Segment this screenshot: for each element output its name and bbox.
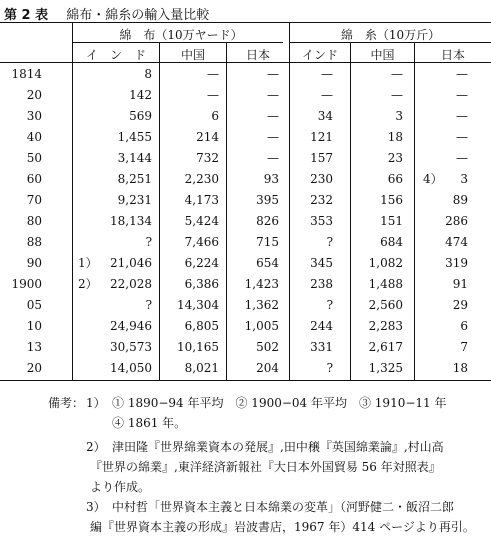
cell-year: 05	[26, 298, 42, 312]
cell-footnote-mark	[78, 358, 100, 378]
cell-footnote-mark	[78, 85, 100, 105]
cell-year: 80	[26, 214, 42, 228]
cell-yarn-china: 2,617	[368, 340, 403, 354]
note-3-line-1: 中村哲「世界資本主義と日本綿業の変革」（河野健二・飯沼二郎	[112, 500, 455, 514]
cell-yarn-india: —	[321, 88, 333, 102]
cell-cloth-japan: —	[267, 88, 279, 102]
cell-cloth-india: 142	[129, 88, 152, 102]
note-2-line-2: 『世界の綿業』,東洋経済新報社『大日本外国貿易 56 年対照表』	[90, 460, 441, 474]
cell-yarn-japan: 319	[445, 256, 468, 270]
cell-cloth-japan: —	[267, 151, 279, 165]
cell-cloth-india: 24,946	[110, 319, 152, 333]
cell-cloth-china: 4,173	[184, 193, 219, 207]
cell-footnote-mark	[78, 148, 100, 168]
cell-cloth-china: —	[207, 67, 219, 81]
cell-yarn-japan: 89	[452, 193, 468, 207]
cell-footnote-mark: 1）	[78, 256, 98, 270]
cell-year: 1900	[11, 277, 42, 291]
cell-yarn-india: ?	[326, 361, 333, 375]
cell-cloth-china: 10,165	[177, 340, 219, 354]
cell-yarn-china: 23	[387, 151, 403, 165]
cell-yarn-japan: 91	[452, 277, 468, 291]
cell-cloth-india: ?	[145, 298, 152, 312]
cell-cloth-india: 8	[144, 67, 152, 81]
cell-yarn-india: ?	[326, 298, 333, 312]
cell-yarn-china: 1,082	[368, 256, 403, 270]
cell-cloth-india: 30,573	[110, 340, 152, 354]
cell-footnote-mark	[78, 337, 100, 357]
cell-footnote-mark	[78, 211, 100, 231]
cell-yarn-india: 345	[310, 256, 333, 270]
note-2-line-3: より作成。	[90, 480, 151, 494]
cell-year: 20	[26, 88, 42, 102]
cell-cloth-japan: 204	[256, 361, 279, 375]
subheader-cloth-china: 中国	[180, 48, 205, 62]
cell-yarn-japan: 7	[460, 340, 468, 354]
subheader-yarn-china: 中国	[370, 48, 395, 62]
cell-year: 20	[26, 361, 42, 375]
cell-year: 90	[26, 256, 42, 270]
cell-cloth-japan: 1,362	[244, 298, 279, 312]
cell-cloth-india: 8,251	[117, 172, 152, 186]
col-divider-year	[72, 22, 73, 380]
table-caption: 綿布・綿糸の輸入量比較	[66, 8, 210, 23]
bottom-rule	[0, 380, 491, 381]
cell-footnote-mark	[78, 106, 100, 126]
cell-cloth-china: 6	[211, 109, 219, 123]
cell-cloth-india: ?	[145, 235, 152, 249]
cell-footnote-mark	[78, 232, 100, 252]
cell-footnote-mark	[78, 190, 100, 210]
note-2-line-1: 津田隆『世界綿業資本の発展』,田中穣『英国綿業論』,村山高	[112, 440, 444, 454]
cell-yarn-japan: 3	[460, 172, 468, 186]
cell-cloth-china: 6,224	[184, 256, 219, 270]
cell-yarn-china: —	[391, 67, 403, 81]
group-header-yarn: 綿 糸（10万斤）	[340, 28, 441, 42]
cell-cloth-china: —	[207, 88, 219, 102]
cell-cloth-india: 9,231	[117, 193, 152, 207]
col-divider-yarn-japan	[414, 43, 415, 380]
cell-yarn-japan: —	[456, 130, 468, 144]
cell-cloth-japan: —	[267, 130, 279, 144]
cell-cloth-japan: 395	[256, 193, 279, 207]
table-title	[4, 4, 209, 23]
note-1-line-1: ① 1890−94 年平均 ② 1900−04 年平均 ③ 1910−11 年	[112, 396, 447, 410]
cell-year: 40	[26, 130, 42, 144]
cell-cloth-china: 732	[196, 151, 219, 165]
cell-yarn-china: 18	[387, 130, 403, 144]
cell-yarn-japan: —	[456, 109, 468, 123]
cell-yarn-india: 238	[310, 277, 333, 291]
cell-cloth-india: 22,028	[110, 277, 152, 291]
cell-yarn-china: 1,488	[368, 277, 403, 291]
cell-yarn-india: 121	[310, 130, 333, 144]
cell-yarn-china: —	[391, 88, 403, 102]
cell-cloth-japan: 93	[263, 172, 279, 186]
cell-cloth-china: 7,466	[184, 235, 219, 249]
top-rule	[0, 22, 491, 23]
cell-year: 70	[26, 193, 42, 207]
table-number: 第 2 表	[4, 8, 49, 23]
cell-yarn-india: 331	[310, 340, 333, 354]
cell-cloth-japan: 1,423	[244, 277, 279, 291]
cell-yarn-china: 2,283	[368, 319, 403, 333]
cell-year: 88	[26, 235, 42, 249]
subheader-cloth-japan: 日本	[245, 48, 270, 62]
cell-footnote-mark	[78, 64, 100, 84]
cell-cloth-china: 5,424	[184, 214, 219, 228]
cell-year: 10	[26, 319, 42, 333]
cell-yarn-india: 353	[310, 214, 333, 228]
cell-cloth-china: 6,386	[184, 277, 219, 291]
cell-yarn-india: ?	[326, 235, 333, 249]
cell-yarn-india: —	[321, 67, 333, 81]
cell-footnote-mark	[78, 127, 100, 147]
cell-cloth-china: 14,304	[177, 298, 219, 312]
cell-cloth-japan: 502	[256, 340, 279, 354]
subheader-yarn-india: インド	[301, 48, 338, 62]
cell-yarn-india: 157	[310, 151, 333, 165]
cell-cloth-india: 1,455	[117, 130, 152, 144]
cell-cloth-china: 8,021	[184, 361, 219, 375]
cell-yarn-india: 244	[310, 319, 333, 333]
cell-yarn-japan: —	[456, 67, 468, 81]
cell-cloth-japan: 654	[256, 256, 279, 270]
note-3-line-2: 編『世界資本主義の形成』岩波書店，1967 年）414 ページより再引。	[90, 520, 475, 534]
cell-cloth-china: 6,805	[184, 319, 219, 333]
cell-yarn-japan: —	[456, 88, 468, 102]
cell-cloth-japan: —	[267, 67, 279, 81]
note-3-number: 3）	[86, 500, 106, 514]
cell-yarn-india: 230	[310, 172, 333, 186]
cell-yarn-japan: 286	[445, 214, 468, 228]
subheader-cloth-india: イ ン ド	[85, 48, 146, 62]
cell-cloth-india: 14,050	[110, 361, 152, 375]
cell-year: 60	[26, 172, 42, 186]
note-2-number: 2）	[86, 440, 106, 454]
cell-yarn-india: 232	[310, 193, 333, 207]
cell-yarn-china: 2,560	[368, 298, 403, 312]
cell-year: 13	[26, 340, 42, 354]
cell-footnote-mark	[78, 169, 100, 189]
cell-yarn-china: 156	[380, 193, 403, 207]
cell-cloth-india: 3,144	[117, 151, 152, 165]
cell-yarn-china: 1,325	[368, 361, 403, 375]
cell-year: 1814	[11, 67, 42, 81]
cell-cloth-india: 569	[129, 109, 152, 123]
cell-yarn-china: 3	[395, 109, 403, 123]
cell-year: 30	[26, 109, 42, 123]
subheader-yarn-japan: 日本	[440, 48, 465, 62]
cell-cloth-japan: 1,005	[244, 319, 279, 333]
cell-yarn-china: 684	[380, 235, 403, 249]
cell-cloth-china: 214	[196, 130, 219, 144]
group-header-cloth: 綿 布（10万ヤード）	[119, 28, 243, 42]
note-1-line-2: ④ 1861 年。	[112, 416, 187, 430]
cell-cloth-china: 2,230	[184, 172, 219, 186]
notes-label: 備考：	[48, 396, 85, 410]
cell-footnote-mark	[78, 295, 100, 315]
cell-footnote-mark: 4）	[423, 172, 443, 186]
note-1-number: 1）	[86, 396, 106, 410]
cell-yarn-japan: —	[456, 151, 468, 165]
cell-cloth-india: 21,046	[110, 256, 152, 270]
cell-footnote-mark: 2）	[78, 277, 98, 291]
cell-yarn-japan: 29	[452, 298, 468, 312]
cell-yarn-japan: 6	[460, 319, 468, 333]
cell-yarn-india: 34	[317, 109, 333, 123]
cell-yarn-china: 151	[380, 214, 403, 228]
cell-yarn-japan: 474	[445, 235, 468, 249]
cell-cloth-japan: —	[267, 109, 279, 123]
cell-footnote-mark	[78, 316, 100, 336]
cell-year: 50	[26, 151, 42, 165]
cell-yarn-japan: 18	[452, 361, 468, 375]
cell-yarn-china: 66	[387, 172, 403, 186]
cell-cloth-india: 18,134	[110, 214, 152, 228]
cell-cloth-japan: 826	[256, 214, 279, 228]
cell-cloth-japan: 715	[256, 235, 279, 249]
